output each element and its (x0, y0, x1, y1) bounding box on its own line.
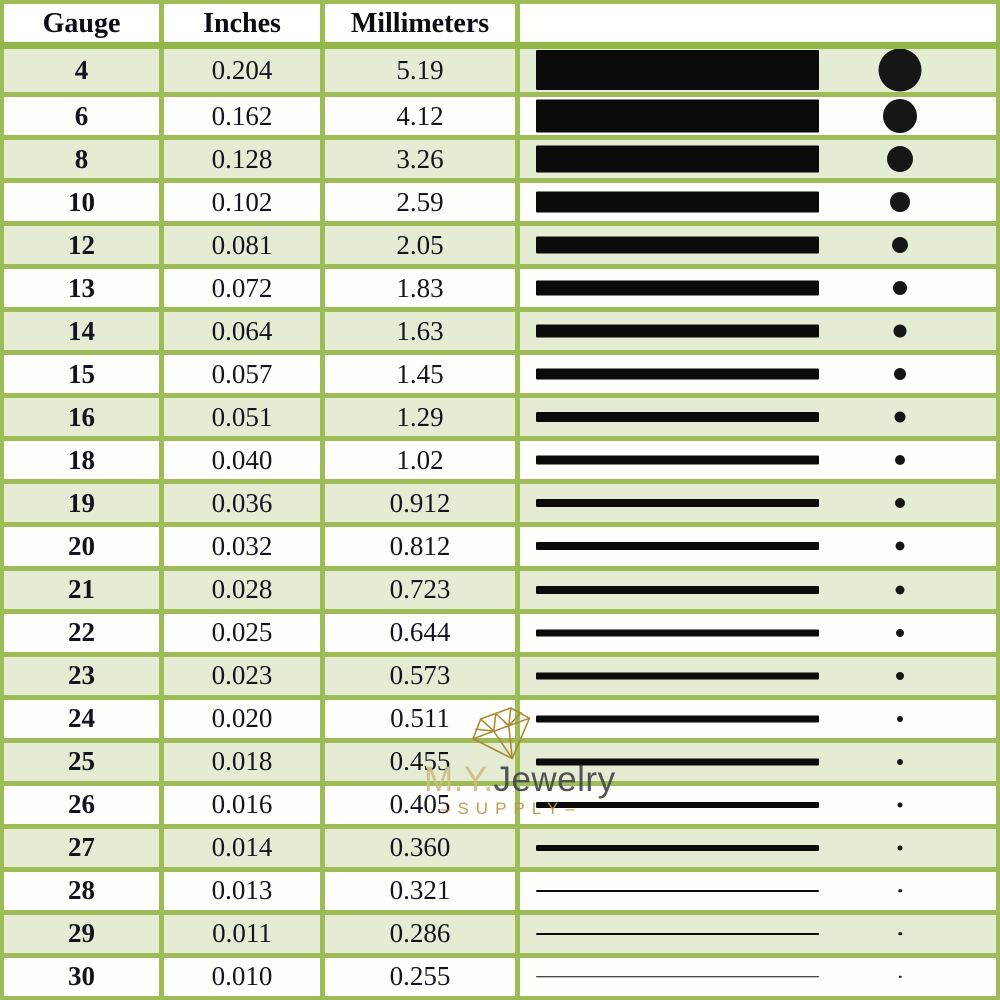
inches-value: 0.102 (164, 183, 320, 221)
wire-cross-section-dot (896, 542, 905, 551)
brand-prefix: M.Y. (424, 760, 494, 799)
gauge-value: 12 (4, 226, 159, 264)
gauge-value: 20 (4, 527, 159, 565)
inches-value: 0.072 (164, 269, 320, 307)
wire-cross-section-dot (897, 759, 903, 765)
millimeters-value: 0.511 (325, 700, 515, 738)
inches-value: 0.032 (164, 527, 320, 565)
millimeters-value: 0.912 (325, 484, 515, 522)
wire-thickness-bar (536, 845, 819, 851)
gauge-value: 10 (4, 183, 159, 221)
wire-cross-section-dot (890, 192, 910, 212)
millimeters-value: 2.59 (325, 183, 515, 221)
gauge-value: 30 (4, 958, 159, 996)
inches-value: 0.057 (164, 355, 320, 393)
wire-visual-cell (520, 48, 996, 92)
wire-thickness-bar (536, 192, 819, 213)
millimeters-value: 1.02 (325, 441, 515, 479)
wire-thickness-bar (536, 369, 819, 380)
wire-thickness-bar (536, 629, 819, 636)
wire-visual-cell (520, 958, 996, 996)
gauge-value: 18 (4, 441, 159, 479)
millimeters-value: 1.63 (325, 312, 515, 350)
wire-thickness-bar (536, 146, 819, 173)
wire-cross-section-dot (887, 146, 913, 172)
wire-visual-cell (520, 226, 996, 264)
inches-value: 0.023 (164, 657, 320, 695)
gauge-value: 28 (4, 872, 159, 910)
millimeters-value: 0.255 (325, 958, 515, 996)
millimeters-value: 1.29 (325, 398, 515, 436)
wire-visual-cell (520, 312, 996, 350)
millimeters-value: 0.360 (325, 829, 515, 867)
column-header-visual (520, 4, 996, 43)
wire-cross-section-dot (895, 455, 905, 465)
gauge-value: 23 (4, 657, 159, 695)
gauge-value: 22 (4, 614, 159, 652)
inches-value: 0.011 (164, 915, 320, 953)
column-header-gauge: Gauge (4, 4, 159, 43)
column-header-millimeters: Millimeters (325, 4, 515, 43)
gauge-value: 8 (4, 140, 159, 178)
wire-cross-section-dot (899, 976, 902, 979)
wire-thickness-bar (536, 100, 819, 133)
inches-value: 0.128 (164, 140, 320, 178)
millimeters-value: 0.644 (325, 614, 515, 652)
column-header-inches: Inches (164, 4, 320, 43)
gauge-value: 27 (4, 829, 159, 867)
gauge-value: 13 (4, 269, 159, 307)
wire-visual-cell (520, 355, 996, 393)
wire-cross-section-dot (898, 932, 902, 936)
wire-thickness-bar (536, 802, 819, 808)
wire-thickness-bar (536, 715, 819, 722)
inches-value: 0.036 (164, 484, 320, 522)
wire-visual-cell (520, 183, 996, 221)
wire-visual-cell (520, 743, 996, 781)
wire-thickness-bar (536, 325, 819, 338)
wire-cross-section-dot (892, 237, 908, 253)
wire-visual-cell (520, 140, 996, 178)
wire-cross-section-dot (895, 412, 906, 423)
millimeters-value: 1.83 (325, 269, 515, 307)
wire-thickness-bar (536, 890, 819, 892)
gauge-value: 26 (4, 786, 159, 824)
inches-value: 0.016 (164, 786, 320, 824)
wire-cross-section-dot (895, 498, 905, 508)
gauge-value: 14 (4, 312, 159, 350)
inches-value: 0.014 (164, 829, 320, 867)
inches-value: 0.051 (164, 398, 320, 436)
wire-thickness-bar (536, 672, 819, 679)
millimeters-value: 0.455 (325, 743, 515, 781)
gauge-value: 24 (4, 700, 159, 738)
millimeters-value: 0.286 (325, 915, 515, 953)
wire-cross-section-dot (898, 802, 903, 807)
wire-cross-section-dot (896, 629, 904, 637)
inches-value: 0.162 (164, 97, 320, 135)
gauge-value: 15 (4, 355, 159, 393)
wire-visual-cell (520, 829, 996, 867)
millimeters-value: 5.19 (325, 48, 515, 92)
wire-visual-cell (520, 441, 996, 479)
brand-word: Jewelry (493, 760, 616, 799)
inches-value: 0.081 (164, 226, 320, 264)
header-divider-line (0, 42, 1000, 49)
inches-value: 0.064 (164, 312, 320, 350)
wire-cross-section-dot (893, 281, 907, 295)
wire-thickness-bar (536, 456, 819, 465)
gauge-value: 29 (4, 915, 159, 953)
millimeters-value: 3.26 (325, 140, 515, 178)
wire-cross-section-dot (879, 49, 922, 92)
inches-value: 0.013 (164, 872, 320, 910)
wire-thickness-bar (536, 542, 819, 550)
wire-visual-cell (520, 614, 996, 652)
gauge-value: 25 (4, 743, 159, 781)
wire-visual-cell (520, 872, 996, 910)
gauge-value: 21 (4, 571, 159, 609)
wire-visual-cell (520, 269, 996, 307)
inches-value: 0.040 (164, 441, 320, 479)
millimeters-value: 0.405 (325, 786, 515, 824)
wire-visual-cell (520, 97, 996, 135)
millimeters-value: 0.321 (325, 872, 515, 910)
gauge-value: 19 (4, 484, 159, 522)
inches-value: 0.204 (164, 48, 320, 92)
wire-thickness-bar (536, 758, 819, 765)
millimeters-value: 2.05 (325, 226, 515, 264)
wire-visual-cell (520, 915, 996, 953)
wire-visual-cell (520, 657, 996, 695)
wire-visual-cell (520, 700, 996, 738)
wire-visual-cell (520, 786, 996, 824)
wire-cross-section-dot (898, 845, 903, 850)
wire-thickness-bar (536, 976, 819, 978)
wire-visual-cell (520, 484, 996, 522)
wire-thickness-bar (536, 586, 819, 594)
inches-value: 0.020 (164, 700, 320, 738)
wire-thickness-bar (536, 412, 819, 422)
wire-thickness-bar (536, 50, 819, 90)
gauge-value: 4 (4, 48, 159, 92)
gauge-value: 16 (4, 398, 159, 436)
wire-visual-cell (520, 527, 996, 565)
millimeters-value: 0.812 (325, 527, 515, 565)
millimeters-value: 1.45 (325, 355, 515, 393)
wire-cross-section-dot (897, 716, 903, 722)
wire-cross-section-dot (898, 889, 902, 893)
wire-thickness-bar (536, 499, 819, 507)
wire-cross-section-dot (894, 325, 907, 338)
wire-cross-section-dot (896, 672, 904, 680)
wire-visual-cell (520, 398, 996, 436)
inches-value: 0.010 (164, 958, 320, 996)
millimeters-value: 0.573 (325, 657, 515, 695)
wire-cross-section-dot (896, 585, 905, 594)
inches-value: 0.018 (164, 743, 320, 781)
brand-subtitle: –SUPPLY– (441, 799, 582, 818)
millimeters-value: 0.723 (325, 571, 515, 609)
wire-cross-section-dot (883, 99, 917, 133)
millimeters-value: 4.12 (325, 97, 515, 135)
inches-value: 0.025 (164, 614, 320, 652)
inches-value: 0.028 (164, 571, 320, 609)
wire-thickness-bar (536, 933, 819, 935)
gauge-value: 6 (4, 97, 159, 135)
wire-cross-section-dot (894, 368, 906, 380)
wire-thickness-bar (536, 281, 819, 296)
wire-thickness-bar (536, 237, 819, 254)
wire-visual-cell (520, 571, 996, 609)
